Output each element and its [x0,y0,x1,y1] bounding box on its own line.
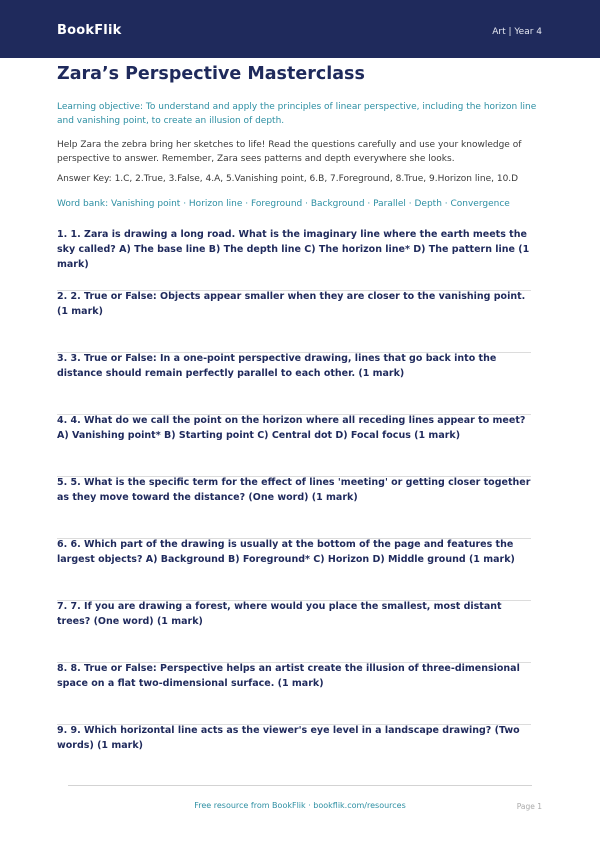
answer-line [57,600,531,601]
answer-key: Answer Key: 1.C, 2.True, 3.False, 4.A, 5.Vanishing point, 6.B, 7.Foreground, 8.True, 9.Horizon line, 10.D [57,174,519,184]
question-8: 8. 8. True or False: Perspective helps an artist create the illusion of three-dimensional space on a flat two-dimensional surface. (1 mark) [57,663,520,689]
question-6: 6. 6. Which part of the drawing is usually at the bottom of the page and features the largest objects? A) Background B) Foreground* C) Horizon D) Middle ground (1 mark) [57,539,515,565]
footer-link[interactable]: Free resource from BookFlik · bookflik.com/resources [194,801,406,810]
footer-divider [68,785,532,786]
answer-line [57,352,531,353]
brand-logo[interactable]: BookFlik [57,23,122,38]
answer-line [57,662,531,663]
question-9: 9. 9. Which horizontal line acts as the viewer's eye level in a landscape drawing? (Two words) (1 mark) [57,725,520,751]
question-7: 7. 7. If you are drawing a forest, where would you place the smallest, most distant trees? (One word) (1 mark) [57,601,502,627]
learning-objective: Learning objective: To understand and apply the principles of linear perspective, including the horizon line and vanishing point, to create an illusion of depth. [57,102,537,126]
answer-line [57,476,531,477]
header-bar [0,0,600,58]
answer-line [57,290,531,291]
page-title: Zara’s Perspective Masterclass [57,64,365,84]
answer-line [57,538,531,539]
answer-line [57,414,531,415]
question-5: 5. 5. What is the specific term for the effect of lines 'meeting' or getting closer together as they move toward the distance? (One word) (1 mark) [57,477,531,503]
page-number: Page 1 [516,802,542,811]
intro-text: Help Zara the zebra bring her sketches to life! Read the questions carefully and use your knowledge of perspective to answer. Remember, Zara sees patterns and depth everywhere she looks. [57,140,522,164]
answer-line [57,724,531,725]
question-4: 4. 4. What do we call the point on the horizon where all receding lines appear to meet? A) Vanishing point* B) Starting point C) Central dot D) Focal focus (1 mark) [57,415,526,441]
word-bank: Word bank: Vanishing point · Horizon line · Foreground · Background · Parallel · Depth · Convergence [57,199,510,209]
question-1: 1. 1. Zara is drawing a long road. What is the imaginary line where the earth meets the sky called? A) The base line B) The depth line C) The horizon line* D) The pattern line (1 mark) [57,229,530,270]
question-2: 2. 2. True or False: Objects appear smaller when they are closer to the vanishing point. (1 mark) [57,291,526,317]
breadcrumb: Art | Year 4 [492,27,542,37]
question-3: 3. 3. True or False: In a one-point perspective drawing, lines that go back into the distance should remain perfectly parallel to each other. (1 mark) [57,353,497,379]
